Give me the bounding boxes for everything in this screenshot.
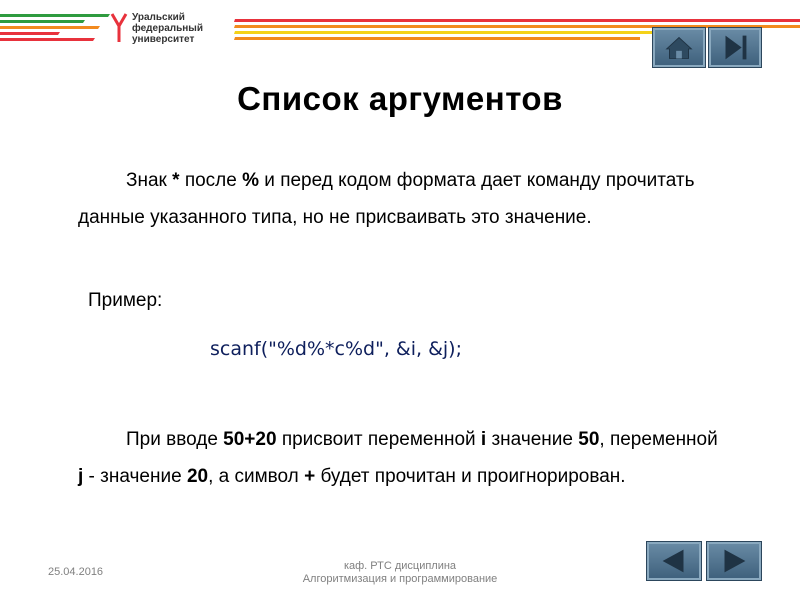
p2-bold-2: i <box>480 429 487 450</box>
p2-text-2: присвоит переменной <box>276 429 481 450</box>
p1-bold-1: * <box>172 170 180 191</box>
p2-bold-1: 50+20 <box>223 429 277 450</box>
p2-bold-6: + <box>304 466 316 487</box>
previous-slide-button[interactable] <box>646 541 702 581</box>
footer-line-2: Алгоритмизация и программирование <box>302 573 498 585</box>
p2-text-1: При вводе <box>126 429 224 450</box>
home-button[interactable] <box>652 27 706 68</box>
home-icon <box>653 28 705 67</box>
prev-arrow-icon <box>647 542 701 580</box>
p1-text-3: и перед кодом формата дает команду прочитать данные указанного типа, но не присваивать это значение. <box>78 170 695 228</box>
footer-line-1: каф. РТС дисциплина <box>343 560 457 572</box>
next-arrow-icon <box>707 542 761 580</box>
p2-text-3: значение <box>486 429 579 450</box>
logo-line-1: Уральский <box>132 12 185 23</box>
code-example: scanf("%d%*c%d", &i, &j); <box>210 338 463 360</box>
p1-text-2: после <box>179 170 243 191</box>
p2-bold-5: 20 <box>186 466 209 487</box>
p1-bold-2: % <box>242 170 260 191</box>
p2-text-7: будет прочитан и проигнорирован. <box>315 466 626 487</box>
university-logo-mark-icon <box>110 12 128 44</box>
footer-caption <box>250 560 550 586</box>
footer-date: 25.04.2016 <box>48 566 104 578</box>
p2-text-4: , переменной <box>599 429 718 450</box>
p2-text-6: , а символ <box>208 466 305 487</box>
next-slide-button[interactable] <box>706 541 762 581</box>
p2-bold-4: j <box>78 466 84 487</box>
paragraph-1 <box>78 162 718 236</box>
p2-text-5: - значение <box>83 466 187 487</box>
slide-title: Список аргументов <box>237 80 563 117</box>
logo-text <box>132 12 203 45</box>
example-label: Пример: <box>88 290 163 311</box>
paragraph-2 <box>78 421 718 495</box>
last-slide-button[interactable] <box>708 27 762 68</box>
university-logo <box>110 10 225 50</box>
p1-text-1: Знак <box>126 170 173 191</box>
last-slide-icon <box>709 28 761 67</box>
logo-line-2: федеральный <box>132 23 203 34</box>
logo-line-3: университет <box>132 34 195 45</box>
p2-bold-3: 50 <box>578 429 600 450</box>
